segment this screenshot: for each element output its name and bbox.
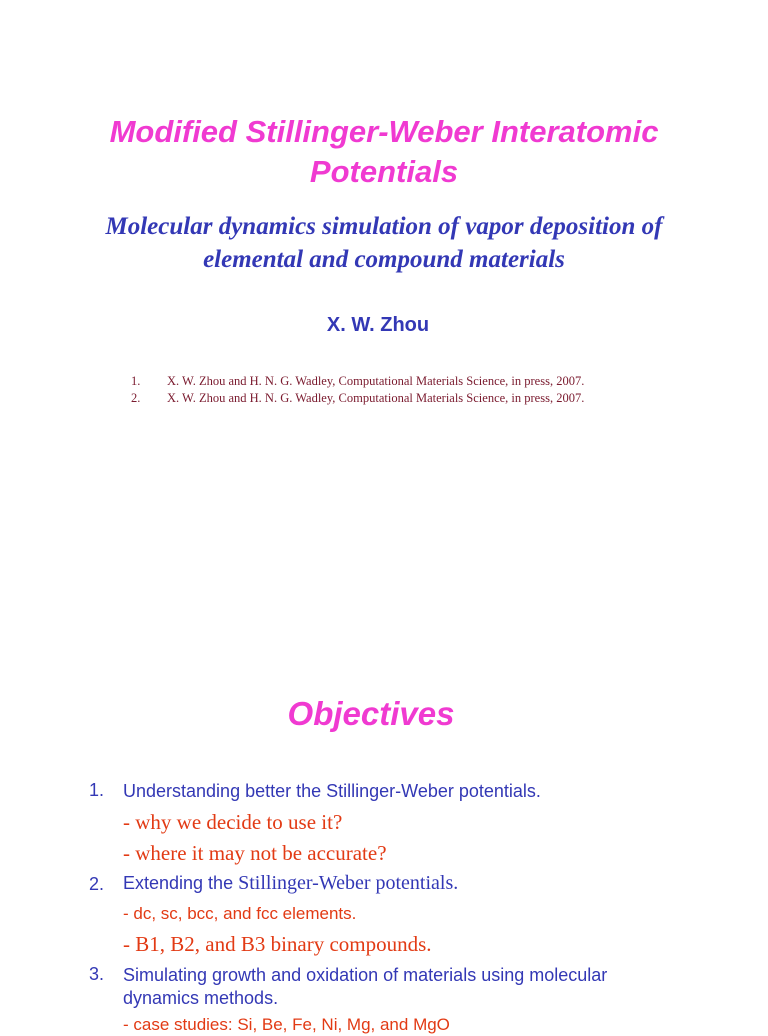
reference-list — [0, 373, 768, 407]
objectives-title: Objectives — [287, 695, 455, 732]
objective-2-sub-2: - B1, B2, and B3 binary compounds. — [123, 932, 432, 956]
objective-text-2-serif: Stillinger-Weber potentials. — [238, 872, 459, 894]
objective-number-3: 3. — [89, 964, 105, 984]
reference-number: 1. — [131, 374, 141, 388]
slide-subtitle-line-2: elemental and compound materials — [203, 246, 565, 273]
objective-3-sub-1: - case studies: Si, Be, Fe, Ni, Mg, and MgO — [123, 1015, 450, 1034]
objective-text-1: Understanding better the Stillinger-Weber potentials. — [123, 781, 541, 801]
slide-title-line-2: Potentials — [309, 154, 459, 189]
objective-text-2 — [123, 872, 458, 894]
reference-number: 2. — [131, 391, 141, 405]
reference-item — [0, 390, 768, 407]
objective-number-2: 2. — [89, 874, 105, 894]
objective-2-sub-1: - dc, sc, bcc, and fcc elements. — [123, 904, 357, 923]
objective-number-1: 1. — [89, 780, 105, 800]
objective-text-3-line-2: dynamics methods. — [123, 988, 279, 1008]
reference-text: X. W. Zhou and H. N. G. Wadley, Computational Materials Science, in press, 2007. — [167, 374, 585, 388]
objective-1-sub-2: - where it may not be accurate? — [123, 841, 387, 865]
slide-subtitle-line-1: Molecular dynamics simulation of vapor deposition of — [105, 213, 663, 240]
objective-text-3-line-1: Simulating growth and oxidation of materials using molecular — [123, 965, 608, 985]
slide-subtitle — [50, 210, 718, 276]
reference-item — [0, 373, 768, 390]
objective-text-2-prefix: Extending the — [123, 873, 239, 893]
reference-text: X. W. Zhou and H. N. G. Wadley, Computational Materials Science, in press, 2007. — [167, 391, 585, 405]
author-name: X. W. Zhou — [326, 314, 430, 336]
slide-title — [0, 112, 768, 192]
objective-1-sub-1: - why we decide to use it? — [123, 810, 343, 834]
objectives-slide — [0, 620, 768, 1034]
slide-title-line-1: Modified Stillinger-Weber Interatomic — [109, 114, 659, 149]
